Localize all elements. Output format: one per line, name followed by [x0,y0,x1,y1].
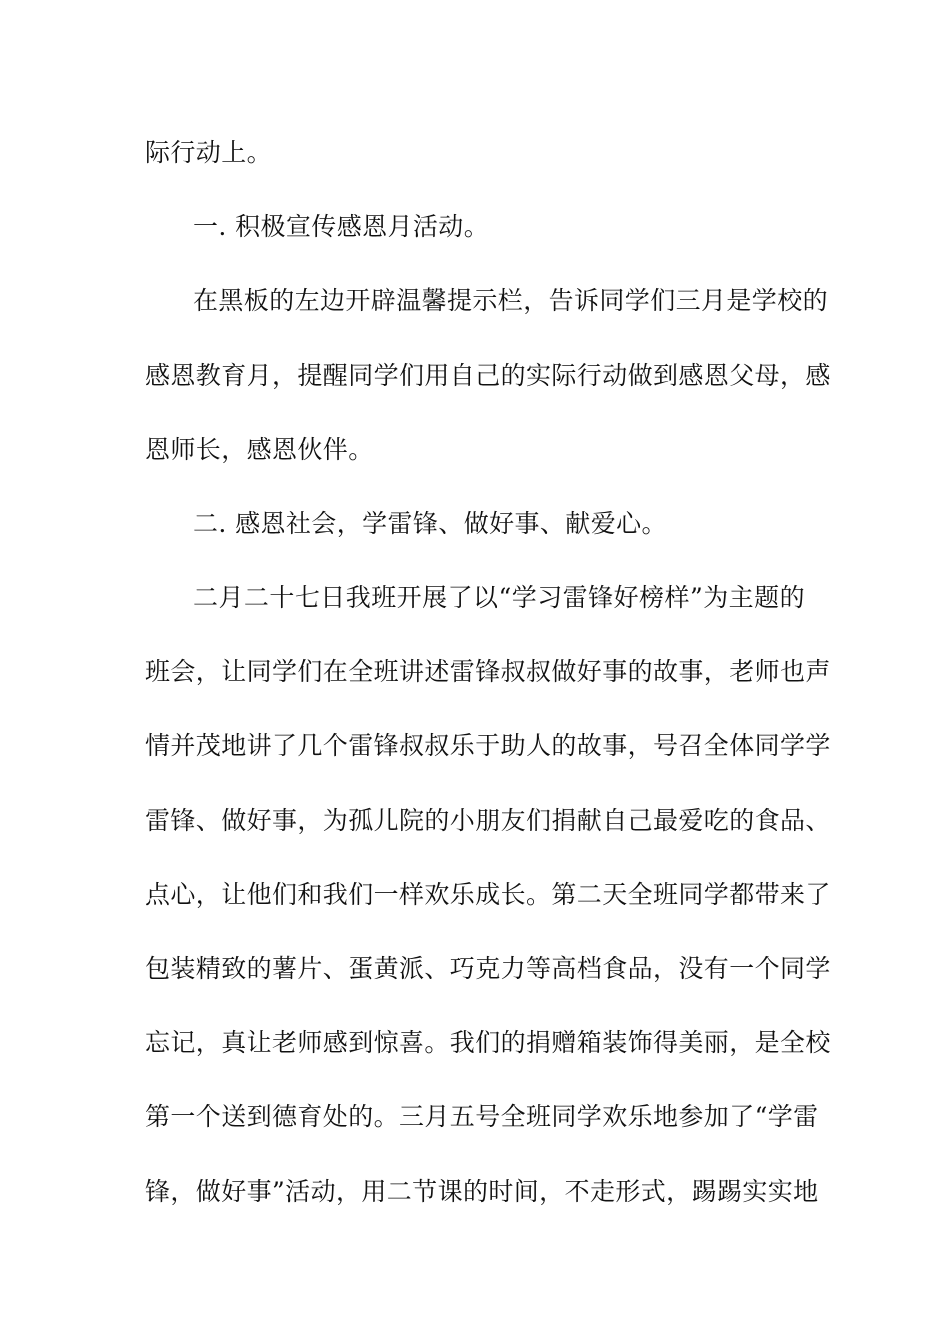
section-heading: 二. 感恩社会，学雷锋、做好事、献爱心。 [193,509,667,538]
text-line: 忘记，真让老师感到惊喜。我们的捐赠箱装饰得美丽，是全校 [145,1028,831,1057]
text-line: 锋，做好事”活动，用二节课的时间，不走形式，踢踢实实地 [145,1177,819,1206]
text-line: 际行动上。 [145,138,273,167]
text-line: 二月二十七日我班开展了以“学习雷锋好榜样”为主题的 [193,583,805,612]
section-heading: 一. 积极宣传感恩月活动。 [193,212,490,241]
text-line: 第一个送到德育处的。三月五号全班同学欢乐地参加了“学雷 [145,1102,819,1131]
text-line: 在黑板的左边开辟温馨提示栏，告诉同学们三月是学校的 [193,286,829,315]
text-line: 班会，让同学们在全班讲述雷锋叔叔做好事的故事，老师也声 [145,657,831,686]
text-line: 恩师长，感恩伙伴。 [145,435,374,464]
text-line: 包装精致的薯片、蛋黄派、巧克力等高档食品，没有一个同学 [145,954,831,983]
text-line: 点心，让他们和我们一样欢乐成长。第二天全班同学都带来了 [145,880,831,909]
text-line: 情并茂地讲了几个雷锋叔叔乐于助人的故事，号召全体同学学 [145,731,831,760]
text-line: 感恩教育月，提醒同学们用自己的实际行动做到感恩父母，感 [145,361,831,390]
text-line: 雷锋、做好事，为孤儿院的小朋友们捐献自己最爱吃的食品、 [145,806,831,835]
